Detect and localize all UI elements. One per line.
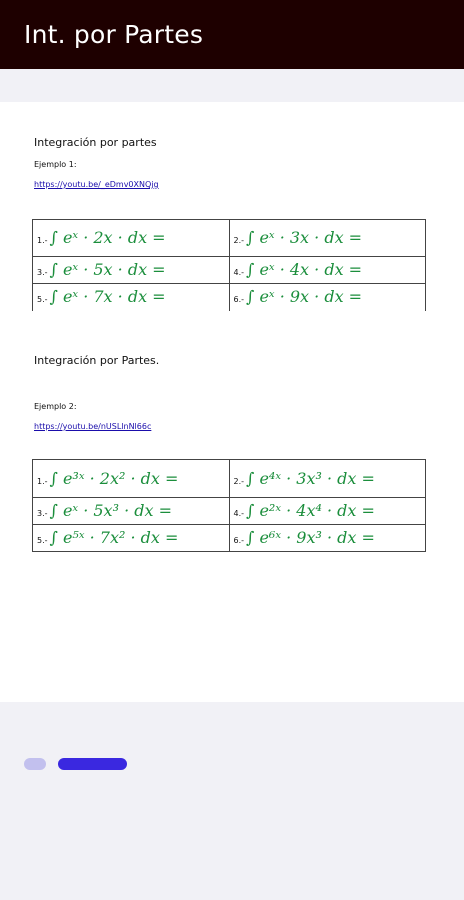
exercise-cell (229, 498, 426, 525)
page-dot-2-active[interactable] (58, 758, 127, 770)
exercise-cell (229, 460, 426, 498)
exercise-number: 4.- (233, 268, 245, 277)
integral-expression: ∫ e⁶ˣ · 9x³ · dx = (246, 528, 375, 547)
integral-expression: ∫ e⁵ˣ · 7x² · dx = (49, 528, 179, 547)
integral-expression: ∫ e⁴ˣ · 3x³ · dx = (246, 468, 375, 488)
exercise-cell (229, 220, 426, 257)
section1-exercise-table (32, 219, 426, 311)
exercise-cell (229, 257, 426, 284)
integral-expression: ∫ eˣ · 2x · dx = (49, 228, 166, 247)
exercise-number: 5.- (37, 295, 48, 305)
exercise-number: 3.- (37, 509, 48, 518)
integral-expression: ∫ eˣ · 4x · dx = (246, 260, 363, 279)
integral-expression: ∫ e²ˣ · 4x⁴ · dx = (246, 501, 375, 520)
section2-exercise-table (32, 459, 426, 552)
exercise-cell (229, 284, 426, 311)
app-title: Int. por Partes (24, 20, 204, 49)
exercise-cell (229, 525, 426, 552)
exercise-number: 1.- (37, 476, 48, 486)
document-page[interactable] (0, 102, 464, 702)
exercise-cell (33, 525, 230, 552)
integral-expression: ∫ e³ˣ · 2x² · dx = (49, 468, 179, 488)
integral-expression: ∫ eˣ · 5x³ · dx = (49, 501, 172, 520)
exercise-number: 2.- (233, 236, 245, 245)
exercise-number: 6.- (233, 295, 245, 305)
integral-expression: ∫ eˣ · 9x · dx = (246, 287, 363, 307)
exercise-cell (33, 257, 230, 284)
integral-expression: ∫ eˣ · 7x · dx = (49, 287, 166, 307)
exercise-number: 5.- (37, 536, 48, 545)
section1-example-label: Ejemplo 1: (34, 160, 77, 169)
section1-heading: Integración por partes (34, 136, 157, 149)
section2-video-link[interactable]: https://youtu.be/nUSLlnNl66c (34, 422, 152, 431)
exercise-number: 2.- (233, 476, 245, 486)
section2-example-label: Ejemplo 2: (34, 402, 77, 411)
section1-video-link[interactable]: https://youtu.be/_eDmv0XNQjg (34, 180, 159, 189)
integral-expression: ∫ eˣ · 3x · dx = (246, 228, 363, 247)
exercise-cell (33, 460, 230, 498)
integral-expression: ∫ eˣ · 5x · dx = (49, 260, 166, 279)
section2-heading: Integración por Partes. (34, 354, 160, 367)
exercise-number: 1.- (37, 236, 48, 245)
exercise-cell (33, 220, 230, 257)
page-dot-1[interactable] (24, 758, 46, 770)
exercise-cell (33, 284, 230, 311)
exercise-number: 6.- (233, 536, 245, 545)
exercise-number: 4.- (233, 509, 245, 518)
app-bar (0, 0, 464, 69)
exercise-number: 3.- (37, 268, 48, 277)
exercise-cell (33, 498, 230, 525)
